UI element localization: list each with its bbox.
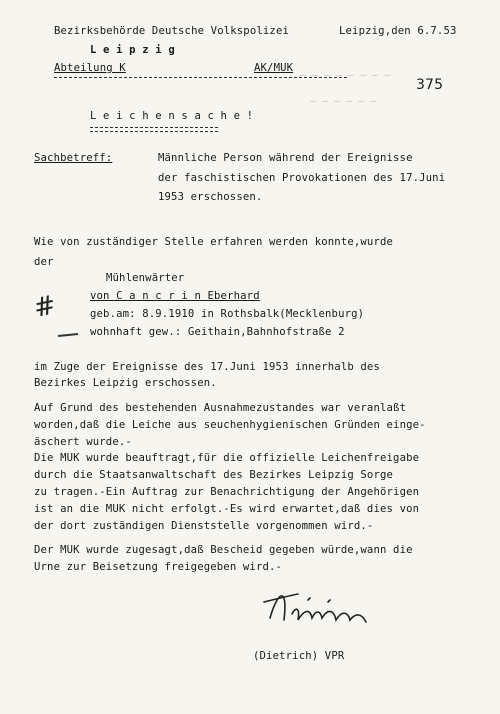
body-text: Auf Grund des bestehenden Ausnahmezustandes war veranlaßt <box>34 402 407 414</box>
birth-details: geb.am: 8.9.1910 in Rothsbalk(Mecklenburg) <box>90 308 365 320</box>
reference-code: AK/MUK <box>254 62 294 74</box>
body-text: äschert wurde.- <box>34 436 132 448</box>
body-text: Bezirkes Leipzig erschossen. <box>34 377 217 389</box>
occupation: Mühlenwärter <box>106 272 185 284</box>
body-text: Der MUK wurde zugesagt,daß Bescheid gegeben würde,wann die <box>34 544 413 556</box>
subject-line: Männliche Person während der Ereignisse <box>158 152 413 164</box>
body-text: Urne zur Beisetzung freigegeben wird.- <box>34 561 283 573</box>
subject-line: der faschistischen Provokationen des 17.Juni <box>158 172 446 184</box>
body-text: der dort zuständigen Dienststelle vorgenommen wird.- <box>34 520 374 532</box>
body-text: im Zuge der Ereignisse des 17.Juni 1953 innerhalb des <box>34 361 380 373</box>
body-text: ist an die MUK nicht erfolgt.-Es wird erwartet,daß dies von <box>34 503 420 515</box>
residence: wohnhaft gew.: Geithain,Bahnhofstraße 2 <box>90 326 345 338</box>
subject-label: Sachbetreff: <box>34 152 113 164</box>
header-underline <box>54 77 347 78</box>
handwritten-signature <box>258 580 370 642</box>
page-number: 375 <box>416 77 444 93</box>
bleed-through-text: — — — — — — <box>310 96 377 107</box>
city-name: L e i p z i g <box>90 44 175 56</box>
place-date: Leipzig,den 6.7.53 <box>339 25 457 37</box>
body-text: der <box>34 256 54 268</box>
body-text: durch die Staatsanwaltschaft des Bezirkes Leipzig Sorge <box>34 469 394 481</box>
body-text: worden,daß die Leiche aus seuchenhygienischen Gründen einge- <box>34 419 426 431</box>
title-underline-2 <box>90 131 218 132</box>
subject-line: 1953 erschossen. <box>158 191 263 203</box>
department: Abteilung K <box>54 62 126 74</box>
document-title: L e i c h e n s a c h e ! <box>90 110 254 122</box>
margin-cross-mark: # <box>31 290 59 324</box>
body-text: zu tragen.-Ein Auftrag zur Benachrichtigung der Angehörigen <box>34 486 420 498</box>
body-text: Wie von zuständiger Stelle erfahren werden konnte,wurde <box>34 236 394 248</box>
authority-name: Bezirksbehörde Deutsche Volkspolizei <box>54 25 290 37</box>
margin-dash-mark <box>58 333 78 337</box>
signatory-name: (Dietrich) VPR <box>253 650 345 662</box>
person-name: von C a n c r i n Eberhard <box>90 290 260 302</box>
title-underline <box>90 127 218 128</box>
bleed-through-text: — — — — — — — — <box>300 70 391 81</box>
body-text: Die MUK wurde beauftragt,für die offizielle Leichenfreigabe <box>34 452 420 464</box>
